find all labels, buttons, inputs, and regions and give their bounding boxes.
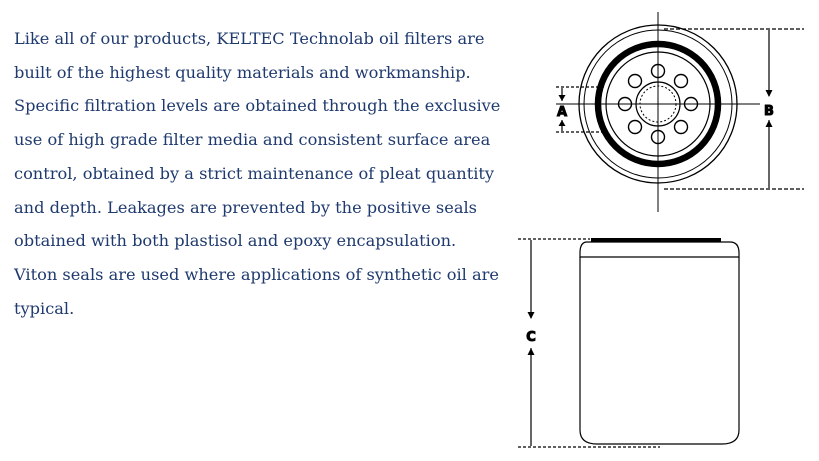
dimension-b-arrow-down: [766, 90, 773, 97]
inlet-hole: [629, 75, 642, 88]
side-view-body: [580, 257, 739, 444]
dimension-a-label: A: [556, 105, 568, 120]
dimension-b-arrow-up: [766, 120, 773, 127]
description-line-9: typical.: [14, 298, 75, 318]
inlet-hole: [675, 75, 688, 88]
dimension-c-arrow-up: [528, 348, 535, 355]
description-line-1: Like all of our products, KELTEC Technolab oil filters are: [14, 29, 485, 48]
dimension-a-arrow-up: [559, 120, 566, 126]
description-line-7: obtained with both plastisol and epoxy encapsulation.: [14, 231, 457, 251]
description-line-5: control, obtained by a strict maintenance of pleat quantity: [14, 163, 495, 183]
dimension-b-label: B: [764, 104, 774, 119]
description-line-4: use of high grade filter media and consistent surface area: [14, 130, 491, 150]
filter-side-view: [580, 238, 739, 444]
description-line-3: Specific filtration levels are obtained through the exclusive: [14, 96, 501, 116]
dimension-c: [518, 239, 660, 447]
inlet-hole: [629, 121, 642, 134]
dimension-c-arrow-down: [528, 312, 535, 319]
description-line-2: built of the highest quality materials and workmanship.: [14, 62, 471, 82]
description-line-8: Viton seals are used where applications of synthetic oil are: [14, 264, 499, 284]
dimension-a-arrow-down: [559, 95, 566, 101]
side-view-top-cap: [580, 242, 739, 257]
inlet-hole: [675, 121, 688, 134]
description-line-6: and depth. Leakages are prevented by the positive seals: [14, 197, 477, 217]
filter-top-view: [556, 12, 760, 212]
dimension-c-label: C: [526, 330, 536, 345]
